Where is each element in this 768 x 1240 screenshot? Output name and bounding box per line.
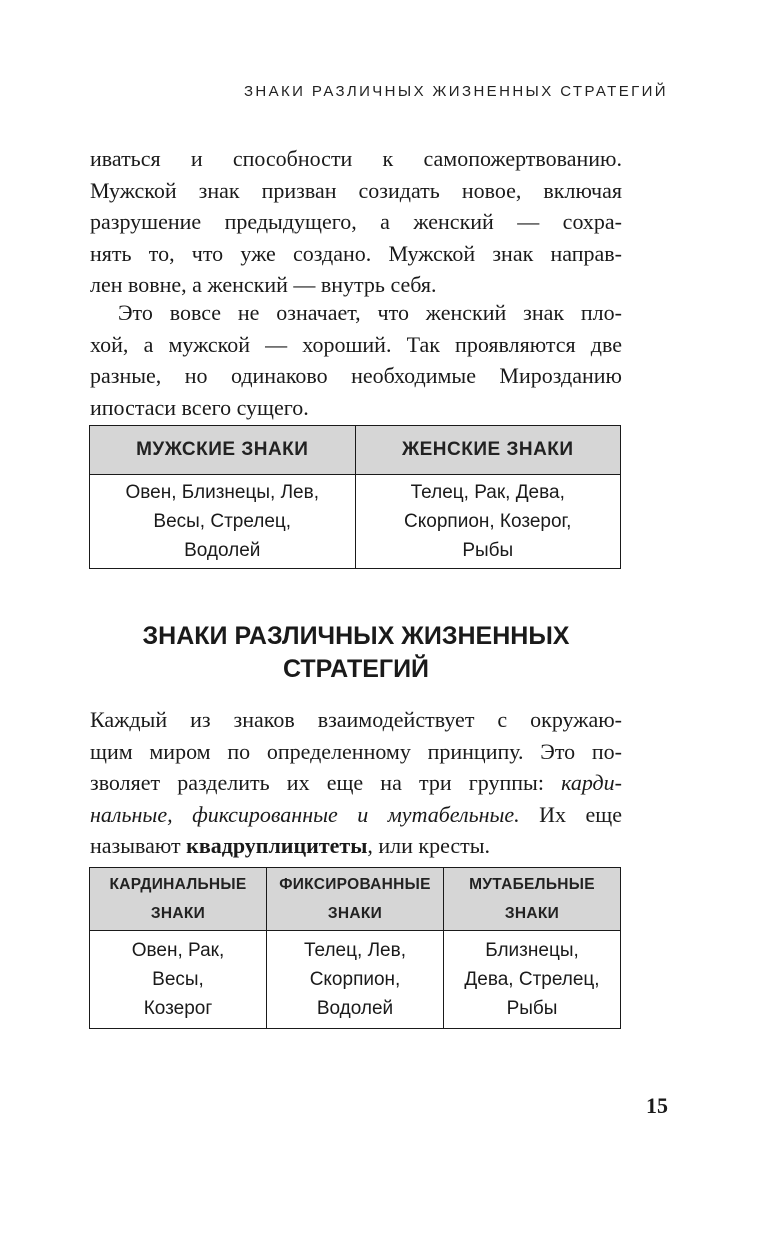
italic-term: карди- — [561, 770, 623, 795]
gender-signs-table — [89, 425, 621, 569]
bold-term: квадруплицитеты — [186, 833, 368, 858]
header-female-signs: ЖЕНСКИЕ ЗНАКИ — [355, 426, 621, 475]
text-line — [90, 799, 622, 831]
paragraph-not-bad-good — [90, 297, 622, 423]
text-line: Каждый из знаков взаимодействует с окружаю- — [90, 707, 622, 732]
text-line: ипостаси всего сущего. — [90, 394, 309, 420]
section-title — [90, 620, 622, 686]
header-cardinal-signs — [90, 868, 267, 931]
cell-line: Дева, Стрелец, — [464, 969, 600, 990]
cell-line: Овен, Близнецы, Лев, — [125, 482, 319, 503]
cell-line: Телец, Лев, — [304, 940, 406, 961]
cell-fixed-signs — [267, 931, 444, 1029]
cell-line: Овен, Рак, — [131, 940, 225, 961]
text-line: разные, но одинаково необходимые Мирозданию — [90, 363, 622, 388]
section-title-line: ЗНАКИ РАЗЛИЧНЫХ ЖИЗНЕННЫХ — [142, 622, 570, 650]
running-head: ЗНАКИ РАЗЛИЧНЫХ ЖИЗНЕННЫХ СТРАТЕГИЙ — [243, 83, 668, 100]
text-line: нять то, что уже создано. Мужской знак направ- — [90, 240, 622, 266]
cell-line: Водолей — [316, 998, 394, 1019]
text-line: хой, а мужской — хороший. Так проявляются две — [90, 331, 622, 357]
text-run: Их еще — [539, 801, 623, 827]
cell-female-signs — [355, 475, 621, 569]
text-run: , или кресты. — [367, 833, 491, 858]
header-fixed-signs — [267, 868, 444, 931]
cell-line: Водолей — [184, 540, 261, 561]
italic-term: нальные, фиксированные и мутабельные. — [90, 801, 520, 827]
header-line: ФИКСИРОВАННЫЕ — [279, 876, 431, 893]
cell-line: Рыбы — [506, 998, 558, 1019]
paragraph-gender-signs — [90, 143, 622, 301]
header-line: КАРДИНАЛЬНЫЕ — [109, 876, 247, 893]
table-row — [90, 475, 621, 569]
header-male-signs: МУЖСКИЕ ЗНАКИ — [90, 426, 356, 475]
header-line: ЗНАКИ — [327, 905, 383, 922]
text-line: лен вовне, а женский — внутрь себя. — [90, 272, 437, 297]
text-line — [90, 767, 622, 799]
text-line: Это вовсе не означает, что женский знак пло- — [118, 300, 622, 325]
text-run: зволяет разделить их еще на три группы: — [90, 770, 544, 795]
text-line: разрушение предыдущего, а женский — сохра- — [90, 209, 622, 234]
page-number: 15 — [646, 1093, 668, 1118]
paragraph-quadruplicities — [90, 704, 622, 862]
cell-line: Скорпион, Козерог, — [404, 511, 572, 532]
header-line: ЗНАКИ — [504, 905, 560, 922]
cell-line: Козерог — [143, 998, 213, 1019]
text-line: иваться и способности к самопожертвованию. — [90, 146, 622, 171]
cell-line: Скорпион, — [309, 969, 401, 990]
cell-line: Близнецы, — [485, 940, 579, 961]
header-line: ЗНАКИ — [150, 905, 206, 922]
text-line: щим миром по определенному принципу. Это по- — [90, 738, 622, 764]
text-line: Мужской знак призван созидать новое, включая — [90, 177, 622, 203]
cell-line: Телец, Рак, Дева, — [410, 482, 565, 503]
cell-line: Рыбы — [462, 540, 514, 561]
cell-cardinal-signs — [90, 931, 267, 1029]
cell-line: Весы, Стрелец, — [153, 511, 292, 532]
cell-line: Весы, — [152, 969, 204, 990]
section-title-line: СТРАТЕГИЙ — [282, 655, 430, 683]
text-line — [90, 830, 622, 862]
text-run: называют — [90, 833, 181, 858]
quadruplicity-table — [89, 867, 621, 1029]
table-row — [90, 931, 621, 1029]
header-line: МУТАБЕЛЬНЫЕ — [469, 876, 595, 893]
header-mutable-signs — [444, 868, 621, 931]
cell-mutable-signs — [444, 931, 621, 1029]
table-header-row — [90, 868, 621, 931]
cell-male-signs — [90, 475, 356, 569]
table-header-row — [90, 426, 621, 475]
